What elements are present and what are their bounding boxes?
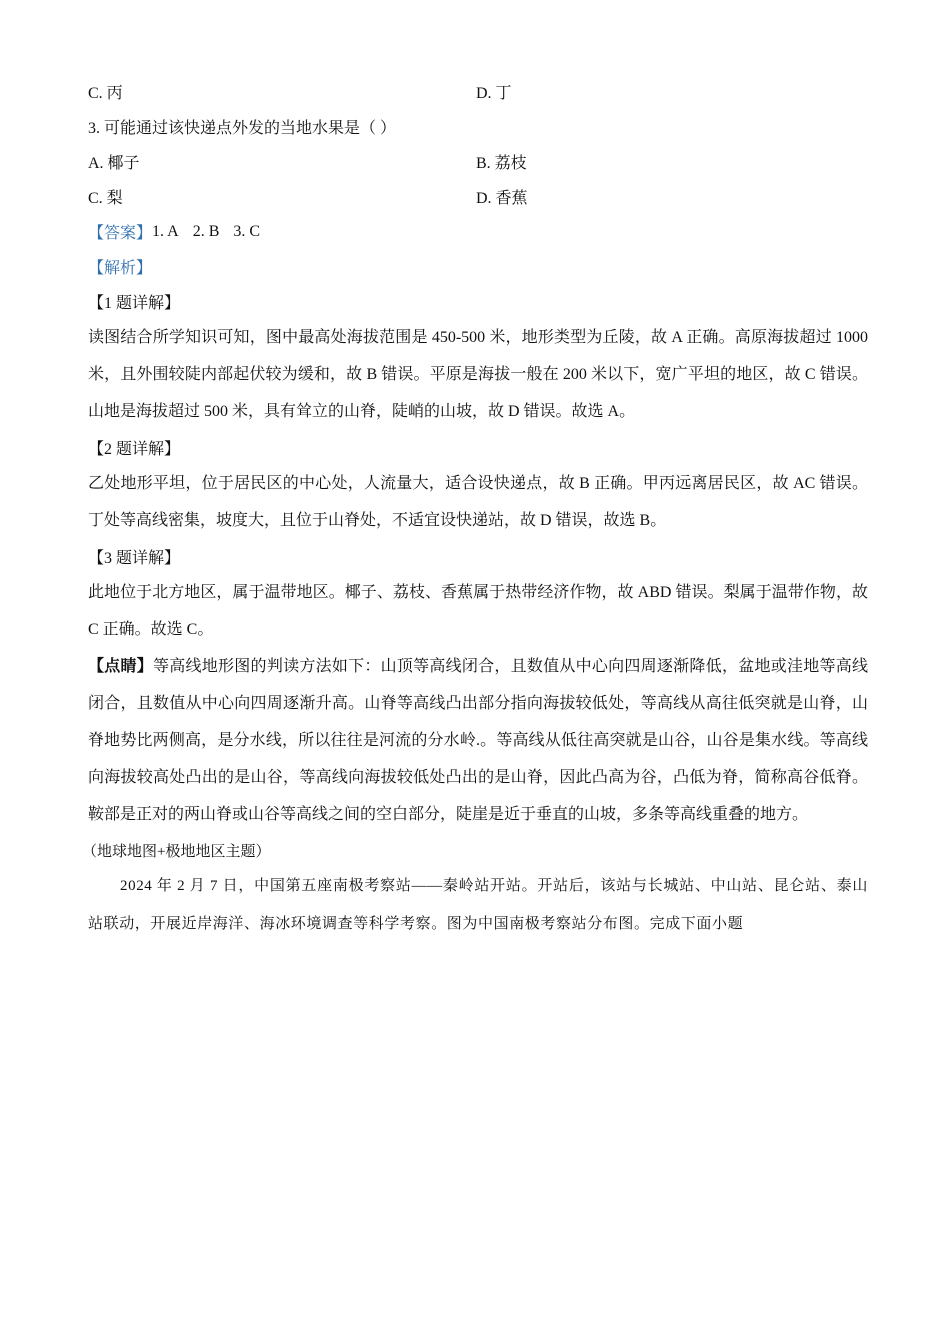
answer-2: 2. B [192, 222, 220, 240]
detail-2-text: 乙处地形平坦，位于居民区的中心处，人流量大，适合设快递点，故 B 正确。甲丙远离居民区，故 AC 错误。丁处等高线密集，坡度大，且位于山脊处，不适宜设快递站，故 D 错误，故选 B。 [88, 475, 868, 529]
tip-paragraph [88, 648, 868, 833]
answer-line [88, 214, 868, 249]
q2-option-c: C. 丙 [88, 85, 123, 102]
document-page [82, 74, 868, 943]
detail-1-text: 读图结合所学知识可知，图中最高处海拔范围是 450-500 米，地形类型为丘陵，故 A 正确。高原海拔超过 1000 米，且外围较陡内部起伏较为缓和，故 B 错误。平原是海拔一般在 200 米以下，宽广平坦的地区，故 C 错误。山地是海拔超过 500 米，具有耸立的山脊，陡峭的山坡，故 D 错误。故选 A。 [88, 329, 868, 420]
detail-2-title: 【2 题详解】 [88, 441, 181, 458]
detail-1-title: 【1 题详解】 [88, 295, 181, 312]
answer-label: 【答案】 [88, 225, 153, 242]
detail-3-title: 【3 题详解】 [88, 550, 181, 567]
analysis-label: 【解析】 [88, 260, 153, 277]
tip-label: 【点睛】 [88, 658, 154, 675]
section-title: （地球地图+极地地区主题） [82, 843, 271, 860]
detail-3-text: 此地位于北方地区，属于温带地区。椰子、荔枝、香蕉属于热带经济作物，故 ABD 错误。梨属于温带作物，故 C 正确。故选 C。 [88, 584, 868, 638]
q3-options-row-1 [88, 144, 868, 179]
q3-stem: 3. 可能通过该快递点外发的当地水果是（ ） [88, 120, 397, 137]
answer-3: 3. C [233, 222, 261, 240]
section-intro: 2024 年 2 月 7 日，中国第五座南极考察站——秦岭站开站。开站后，该站与长城站、中山站、昆仑站、泰山站联动，开展近岸海洋、海冰环境调查等科学考察。图为中国南极考察站分布图。完成下面小题 [88, 878, 868, 932]
q2-options-row [88, 74, 868, 109]
q3-option-c: C. 梨 [88, 190, 123, 207]
q2-option-d: D. 丁 [476, 85, 512, 102]
answer-1: 1. A [152, 222, 179, 240]
q3-option-d: D. 香蕉 [476, 190, 528, 207]
q3-option-a: A. 椰子 [88, 155, 140, 172]
q3-option-b: B. 荔枝 [476, 155, 527, 172]
q3-options-row-2 [88, 179, 868, 214]
tip-text: 等高线地形图的判读方法如下：山顶等高线闭合，且数值从中心向四周逐渐降低，盆地或洼地等高线闭合，且数值从中心向四周逐渐升高。山脊等高线凸出部分指向海拔较低处，等高线从高往低突就是山脊，山脊地势比两侧高，是分水线，所以往往是河流的分水岭.。等高线从低往高突就是山谷，山谷是集水线。等高线向海拔较高处凸出的是山谷，等高线向海拔较低处凸出的是山脊，因此凸高为谷，凸低为脊，简称高谷低脊。鞍部是正对的两山脊或山谷等高线之间的空白部分，陡崖是近于垂直的山坡，多条等高线重叠的地方。 [88, 658, 868, 823]
